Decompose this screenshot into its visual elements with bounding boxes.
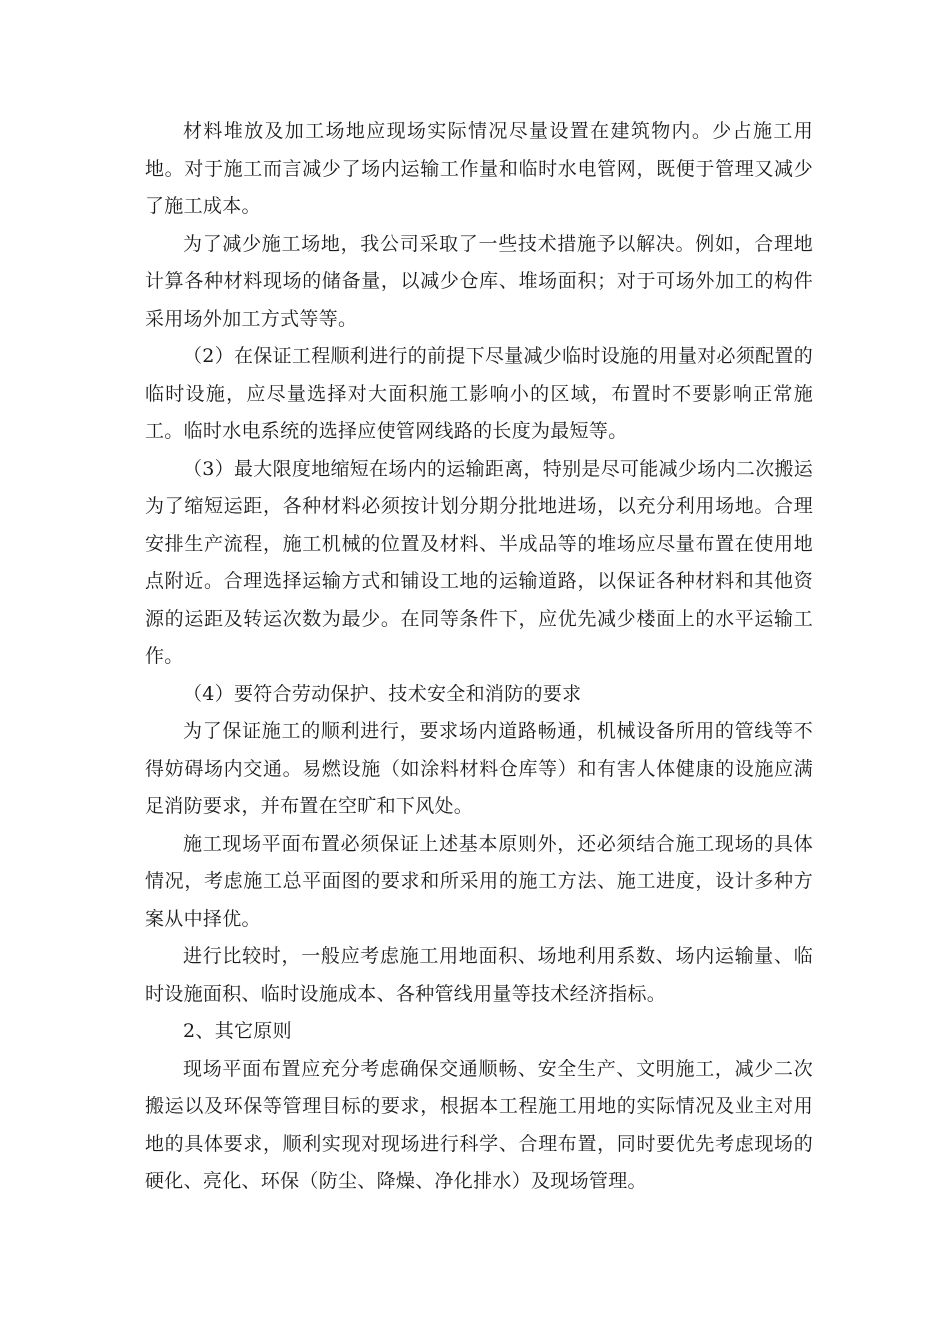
paragraph-site-layout: 现场平面布置应充分考虑确保交通顺畅、安全生产、文明施工，减少二次搬运以及环保等管理目标的要求，根据本工程施工用地的实际情况及业主对用地的具体要求，顺利实现对现场进行科学、合理布置，同时要优先考虑现场的硬化、亮化、环保（防尘、降燥、净化排水）及现场管理。 — [145, 1057, 813, 1192]
paragraph-reduce-site: 为了减少施工场地，我公司采取了一些技术措施予以解决。例如，合理地计算各种材料现场的储备量，以减少仓库、堆场面积；对于可场外加工的构件采用场外加工方式等等。 — [145, 232, 813, 330]
paragraph-item-3-transport-distance: （3）最大限度地缩短在场内的运输距离，特别是尽可能减少场内二次搬运为了缩短运距，各种材料必须按计划分期分批地进场，以充分利用场地。合理安排生产流程，施工机械的位置及材料、半成品等的堆场应尽量布置在使用地点附近。合理选择运输方式和铺设工地的运输道路，以保证各种材料和其他资源的运距及转运次数为最少。在同等条件下，应优先减少楼面上的水平运输工作。 — [145, 457, 813, 667]
paragraph-item-4-heading: （4）要符合劳动保护、技术安全和消防的要求 — [183, 682, 582, 705]
paragraph-safety-requirements: 为了保证施工的顺利进行，要求场内道路畅通，机械设备所用的管线等不得妨碍场内交通。易燃设施（如涂料材料仓库等）和有害人体健康的设施应满足消防要求，并布置在空旷和下风处。 — [145, 720, 813, 817]
paragraph-material-storage: 材料堆放及加工场地应现场实际情况尽量设置在建筑物内。少占施工用地。对于施工而言减少了场内运输工作量和临时水电管网，既便于管理又减少了施工成本。 — [145, 120, 813, 217]
paragraph-item-2-temporary-facilities: （2）在保证工程顺利进行的前提下尽量减少临时设施的用量对必须配置的临时设施，应尽量选择对大面积施工影响小的区域，布置时不要影响正常施工。临时水电系统的选择应使管网线路的长度为最短等。 — [145, 345, 813, 442]
paragraph-layout-principles: 施工现场平面布置必须保证上述基本原则外，还必须结合施工现场的具体情况，考虑施工总平面图的要求和所采用的施工方法、施工进度，设计多种方案从中择优。 — [145, 832, 813, 930]
section-heading-other-principles: 2、其它原则 — [183, 1020, 292, 1042]
document-body — [145, 113, 813, 1201]
paragraph-comparison: 进行比较时，一般应考虑施工用地面积、场地利用系数、场内运输量、临时设施面积、临时设施成本、各种管线用量等技术经济指标。 — [145, 945, 813, 1005]
